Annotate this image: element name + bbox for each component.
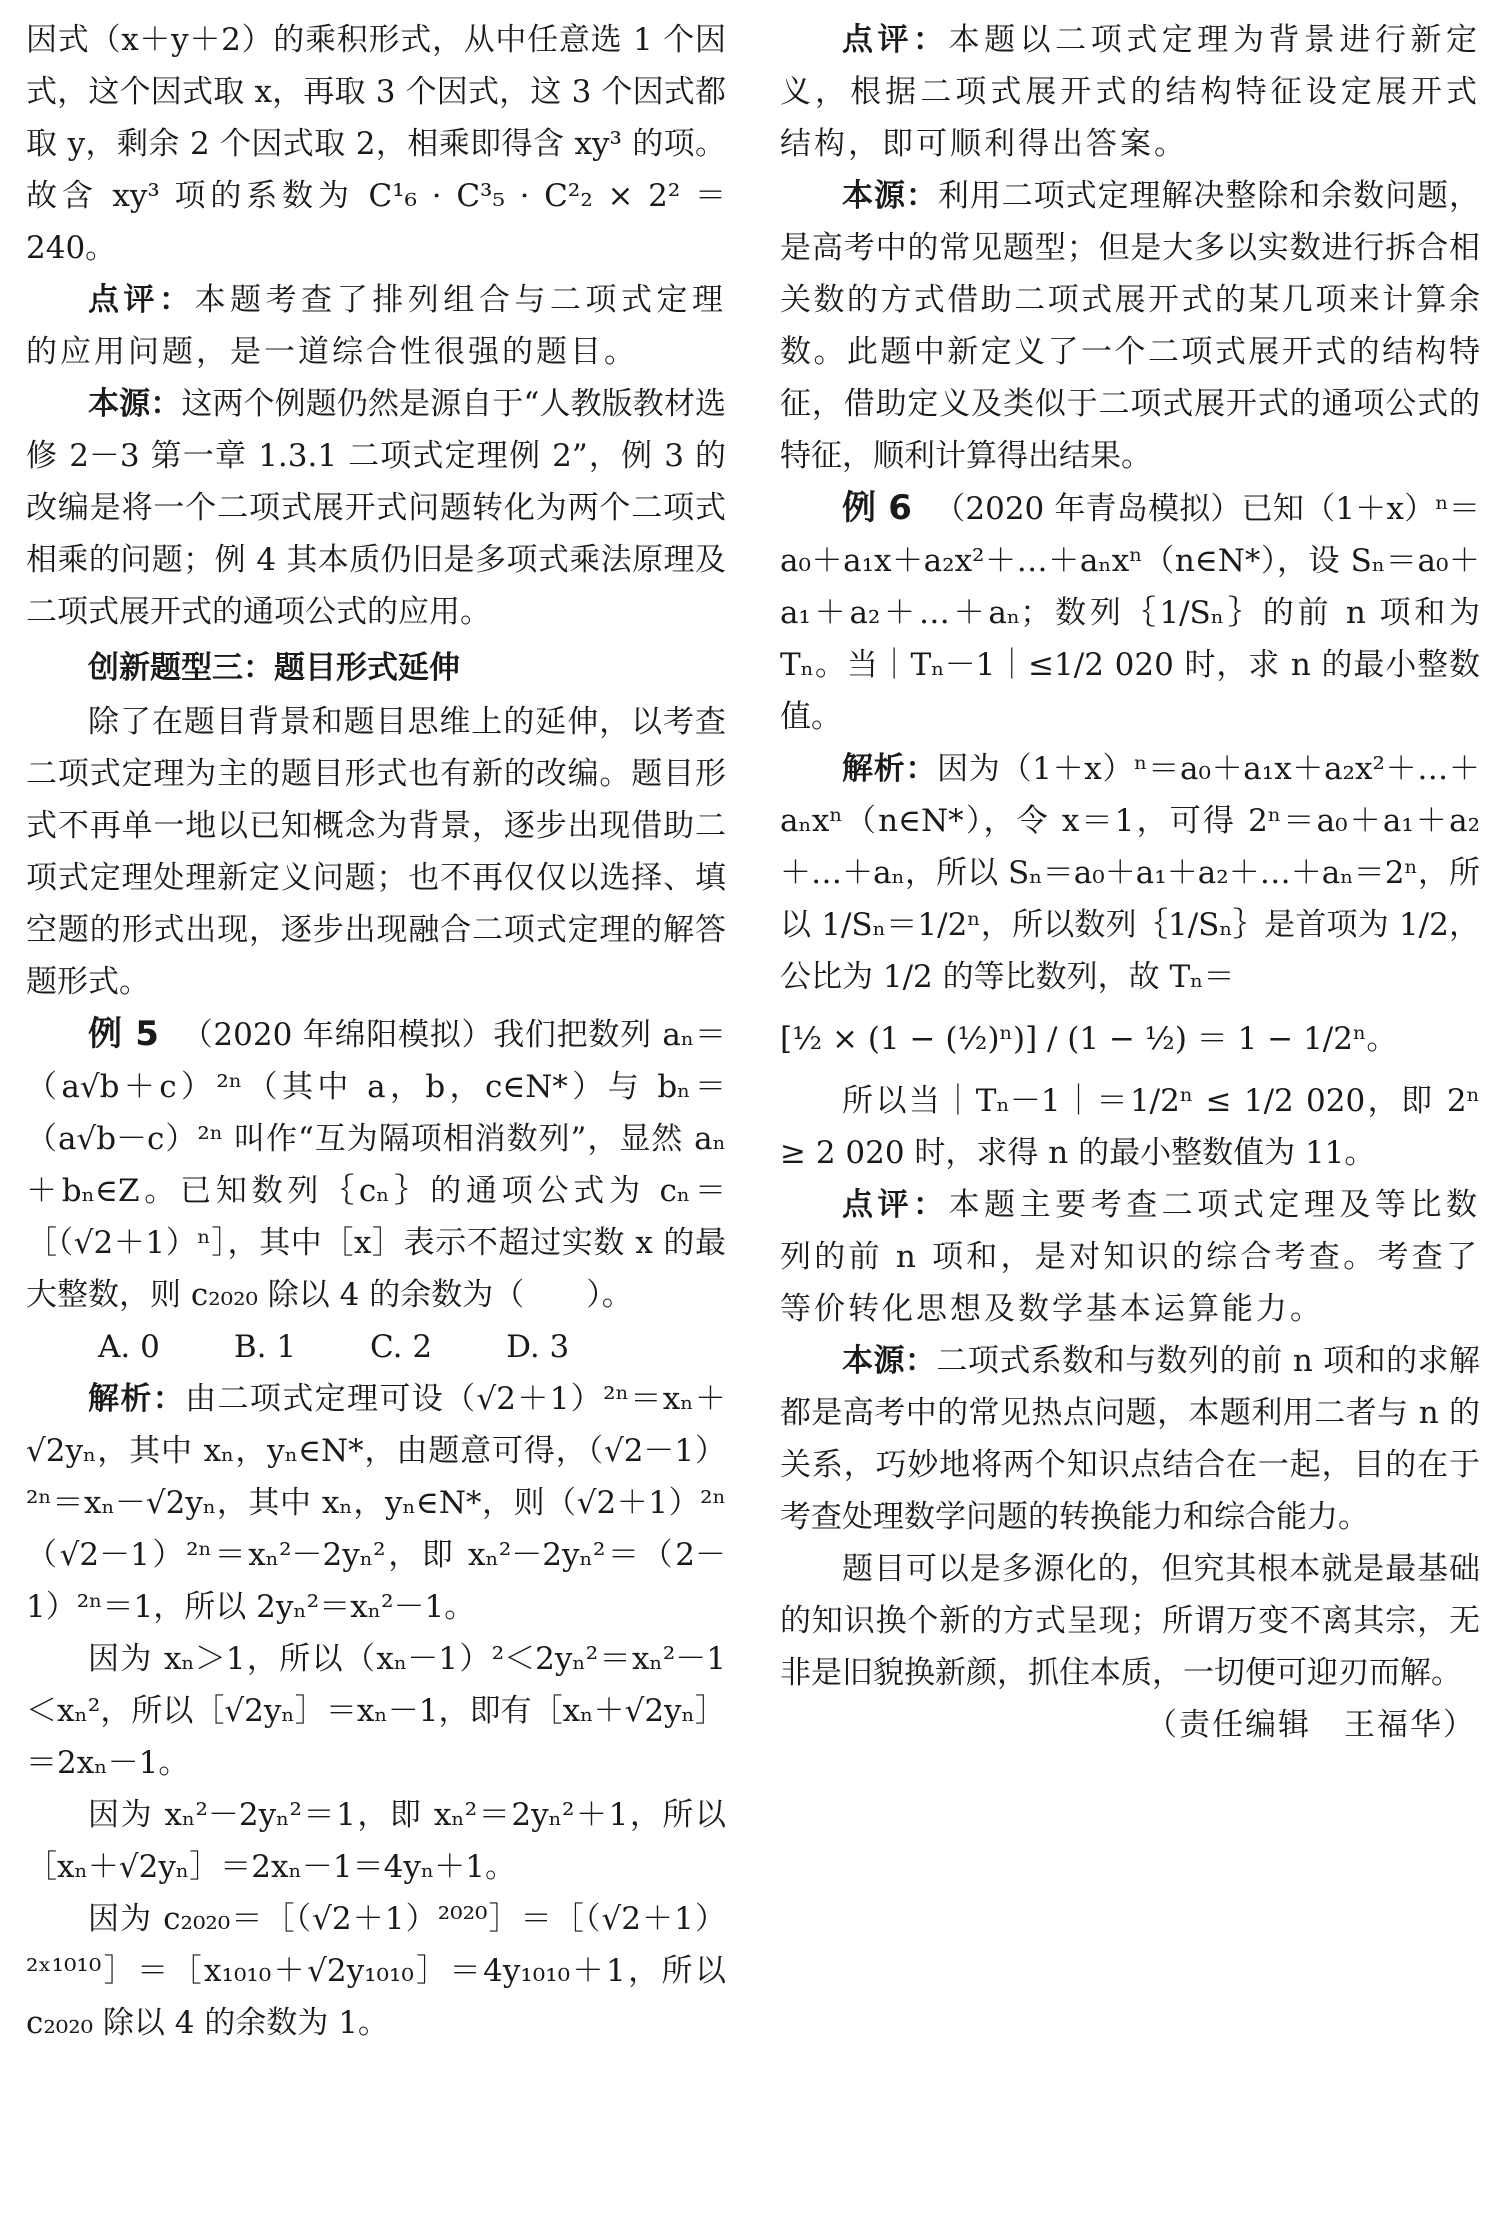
commentary-6-paragraph (780, 1179, 1480, 1335)
option-a: A. 0 (98, 1329, 160, 1365)
commentary-text: 本题以二项式定理为背景进行新定义，根据二项式展开式的结构特征设定展开式结构，即可顺利得出答案。 (780, 22, 1481, 162)
solution-5-part-3: 因为 xₙ²－2yₙ²＝1，即 xₙ²＝2yₙ²＋1，所以［xₙ＋√2yₙ］＝2xₙ－1＝4yₙ＋1。 (26, 1797, 726, 1885)
example-5-label: 例 5 (88, 1014, 159, 1054)
solution-6-part-2: 所以当｜Tₙ－1｜＝1/2ⁿ ≤ 1/2 020，即 2ⁿ ≥ 2 020 时，求得 n 的最小整数值为 11。 (780, 1083, 1480, 1171)
commentary-text: 本题主要考查二项式定理及等比数列的前 n 项和，是对知识的综合考查。考查了等价转化思想及数学基本运算能力。 (780, 1187, 1481, 1327)
commentary-paragraph (26, 274, 726, 378)
answer-options (26, 1321, 726, 1373)
option-c: C. 2 (370, 1329, 433, 1365)
solution-5-part-4: 因为 c₂₀₂₀＝［（√2＋1）²⁰²⁰］＝［（√2＋1）²ˣ¹⁰¹⁰］＝［x₁₀₁₀＋√2y₁₀₁₀］＝4y₁₀₁₀＋1，所以 c₂₀₂₀ 除以 4 的余数为 1。 (26, 1901, 726, 2041)
source-paragraph (26, 378, 726, 638)
commentary-5-paragraph (780, 14, 1480, 170)
example-5-text: （2020 年绵阳模拟）我们把数列 aₙ＝（a√b＋c）²ⁿ（其中 a，b，c∈N*）与 bₙ＝（a√b－c）²ⁿ 叫作“互为隔项相消数列”，显然 aₙ＋bₙ∈Z。已知数列｛cₙ｝的通项公式为 cₙ＝［（√2＋1）ⁿ］，其中［x］表示不超过实数 x 的最大整数，则 c₂₀₂₀ 除以 4 的余数为（ ）。 (26, 1017, 727, 1313)
source-6-paragraph (780, 1335, 1480, 1543)
right-column (780, 14, 1480, 2232)
option-b: B. 1 (233, 1329, 297, 1365)
display-equation: [½ × (1 − (½)ⁿ)] / (1 − ½) ＝ 1 − 1/2ⁿ。 (780, 1021, 1398, 1057)
solution-6-part-1 (780, 743, 1480, 1003)
solution-lead: 解析： (88, 1381, 186, 1417)
left-column (26, 14, 726, 2232)
solution-text: 因为（1＋x）ⁿ＝a₀＋a₁x＋a₂x²＋…＋aₙxⁿ（n∈N*），令 x＝1，可得 2ⁿ＝a₀＋a₁＋a₂＋…＋aₙ，所以 Sₙ＝a₀＋a₁＋a₂＋…＋aₙ＝2ⁿ，所以 1/Sₙ＝1/2ⁿ，所以数列｛1/Sₙ｝是首项为 1/2，公比为 1/2 的等比数列，故 Tₙ＝ (780, 751, 1480, 995)
source-text: 利用二项式定理解决整除和余数问题，是高考中的常见题型；但是大多以实数进行拆合相关数的方式借助二项式展开式的某几项来计算余数。此题中新定义了一个二项式展开式的结构特征，借助定义及类似于二项式展开式的通项公式的特征，顺利计算得出结果。 (780, 178, 1480, 474)
example-5-statement (26, 1008, 726, 1321)
source-text: 二项式系数和与数列的前 n 项和的求解都是高考中的常见热点问题，本题利用二者与 n 的关系，巧妙地将两个知识点结合在一起，目的在于考查处理数学问题的转换能力和综合能力。 (780, 1343, 1481, 1535)
example-6-label: 例 6 (842, 488, 912, 528)
paragraph-continued: 因式（x＋y＋2）的乘积形式，从中任意选 1 个因式，这个因式取 x，再取 3 个因式，这 3 个因式都取 y，剩余 2 个因式取 2，相乘即得含 xy³ 的项。故含 xy³ 项的系数为 C¹₆ · C³₅ · C²₂ × 2² ＝ 240。 (26, 22, 726, 266)
commentary-lead: 点评： (88, 282, 195, 318)
source-lead: 本源： (88, 386, 182, 422)
section-heading: 创新题型三：题目形式延伸 (88, 650, 460, 686)
source-5-paragraph (780, 170, 1480, 482)
commentary-lead: 点评： (842, 22, 949, 58)
example-6-text: （2020 年青岛模拟）已知（1＋x）ⁿ＝a₀＋a₁x＋a₂x²＋…＋aₙxⁿ（n∈N*），设 Sₙ＝a₀＋a₁＋a₂＋…＋aₙ；数列｛1/Sₙ｝的前 n 项和为 Tₙ。当｜Tₙ－1｜≤1/2 020 时，求 n 的最小整数值。 (780, 491, 1480, 735)
solution-lead: 解析： (842, 751, 938, 787)
example-6-statement (780, 482, 1480, 743)
source-lead: 本源： (842, 178, 938, 214)
closing-paragraph: 题目可以是多源化的，但究其根本就是最基础的知识换个新的方式呈现；所谓万变不离其宗，无非是旧貌换新颜，抓住本质，一切便可迎刃而解。 (780, 1551, 1480, 1691)
editor-credit: （责任编辑 王福华） (1146, 1707, 1476, 1743)
source-text: 这两个例题仍然是源自于“人教版教材选修 2－3 第一章 1.3.1 二项式定理例 2”，例 3 的改编是将一个二项式展开式问题转化为两个二项式相乘的问题；例 4 其本质仍旧是多项式乘法原理及二项式展开式的通项公式的应用。 (26, 386, 726, 630)
solution-5-part-2: 因为 xₙ＞1，所以（xₙ－1）²＜2yₙ²＝xₙ²－1＜xₙ²，所以［√2yₙ］＝xₙ－1，即有［xₙ＋√2yₙ］＝2xₙ－1。 (26, 1641, 726, 1781)
solution-5-part-1 (26, 1373, 726, 1633)
solution-text: 由二项式定理可设（√2＋1）²ⁿ＝xₙ＋√2yₙ，其中 xₙ，yₙ∈N*，由题意可得，（√2－1）²ⁿ＝xₙ－√2yₙ，其中 xₙ，yₙ∈N*，则（√2＋1）²ⁿ（√2－1）²ⁿ＝xₙ²－2yₙ²，即 xₙ²－2yₙ²＝（2－1）²ⁿ＝1，所以 2yₙ²＝xₙ²－1。 (26, 1381, 727, 1625)
commentary-lead: 点评： (842, 1187, 949, 1223)
option-d: D. 3 (506, 1329, 570, 1365)
source-lead: 本源： (842, 1343, 937, 1379)
commentary-text: 本题考查了排列组合与二项式定理的应用问题，是一道综合性很强的题目。 (26, 282, 727, 370)
intro-paragraph: 除了在题目背景和题目思维上的延伸，以考查二项式定理为主的题目形式也有新的改编。题目形式不再单一地以已知概念为背景，逐步出现借助二项式定理处理新定义问题；也不再仅仅以选择、填空题的形式出现，逐步出现融合二项式定理的解答题形式。 (26, 704, 726, 1000)
